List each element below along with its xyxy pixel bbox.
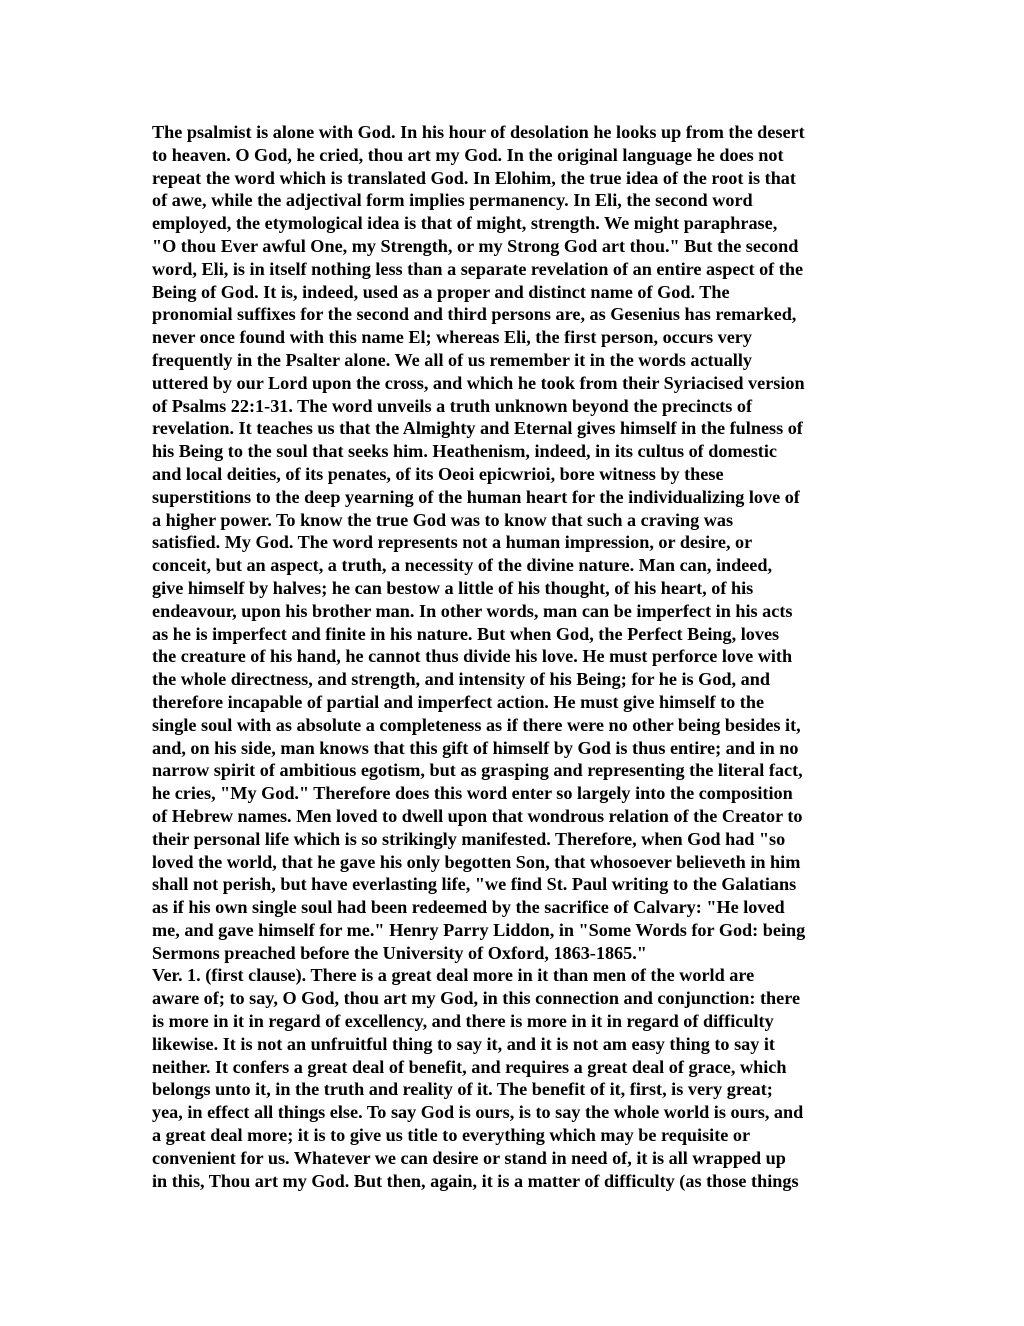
- text-line: convenient for us. Whatever we can desire or stand in need of, it is all wrapped up: [152, 1147, 786, 1168]
- text-line: as if his own single soul had been redeemed by the sacrifice of Calvary: "He loved: [152, 897, 785, 918]
- text-line: as he is imperfect and finite in his nature. But when God, the Perfect Being, loves: [152, 623, 780, 644]
- text-line: belongs unto it, in the truth and reality of it. The benefit of it, first, is very great;: [152, 1079, 773, 1100]
- text-line: satisfied. My God. The word represents not a human impression, or desire, or: [152, 532, 753, 553]
- text-line: "O thou Ever awful One, my Strength, or my Strong God art thou." But the second: [152, 235, 799, 256]
- text-line: neither. It confers a great deal of benefit, and requires a great deal of grace, which: [152, 1056, 787, 1077]
- text-line: me, and gave himself for me." Henry Parry Liddon, in "Some Words for God: being: [152, 919, 806, 940]
- text-line: yea, in effect all things else. To say God is ours, is to say the whole world is ours, and: [152, 1102, 804, 1123]
- text-line: pronomial suffixes for the second and third persons are, as Gesenius has remarked,: [152, 304, 797, 325]
- text-line: superstitions to the deep yearning of the human heart for the individualizing love of: [152, 486, 800, 507]
- text-line: loved the world, that he gave his only begotten Son, that whosoever believeth in him: [152, 851, 801, 872]
- text-line: aware of; to say, O God, thou art my God, in this connection and conjunction: there: [152, 988, 801, 1009]
- text-line: to heaven. O God, he cried, thou art my God. In the original language he does not: [152, 144, 784, 165]
- text-line: Ver. 1. (first clause). There is a great deal more in it than men of the world are: [152, 965, 755, 986]
- text-line: therefore incapable of partial and imperfect action. He must give himself to the: [152, 691, 765, 712]
- text-line: of Hebrew names. Men loved to dwell upon that wondrous relation of the Creator to: [152, 805, 803, 826]
- text-line: shall not perish, but have everlasting life, "we find St. Paul writing to the Galatians: [152, 874, 797, 895]
- text-line: and, on his side, man knows that this gift of himself by God is thus entire; and in no: [152, 737, 799, 758]
- text-line: employed, the etymological idea is that of might, strength. We might paraphrase,: [152, 213, 778, 234]
- text-line: Sermons preached before the University of Oxford, 1863-1865.": [152, 942, 647, 963]
- text-line: a great deal more; it is to give us title to everything which may be requisite or: [152, 1125, 751, 1146]
- text-line: in this, Thou art my God. But then, again, it is a matter of difficulty (as those things: [152, 1170, 799, 1191]
- text-line: repeat the word which is translated God. In Elohim, the true idea of the root is that: [152, 167, 796, 188]
- text-line: and local deities, of its penates, of its Oeoi epicwrioi, bore witness by these: [152, 463, 724, 484]
- text-line: he cries, "My God." Therefore does this word enter so largely into the composition: [152, 783, 793, 804]
- text-line: the whole directness, and strength, and intensity of his Being; for he is God, and: [152, 669, 770, 690]
- text-line: frequently in the Psalter alone. We all of us remember it in the words actually: [152, 349, 752, 370]
- text-line: Being of God. It is, indeed, used as a proper and distinct name of God. The: [152, 281, 730, 302]
- text-line: of awe, while the adjectival form implies permanency. In Eli, the second word: [152, 190, 753, 211]
- text-line: conceit, but an aspect, a truth, a necessity of the divine nature. Man can, indeed,: [152, 555, 773, 576]
- text-line: never once found with this name El; whereas Eli, the first person, occurs very: [152, 327, 752, 348]
- text-line: their personal life which is so strikingly manifested. Therefore, when God had "so: [152, 828, 786, 849]
- text-line: endeavour, upon his brother man. In other words, man can be imperfect in his acts: [152, 600, 793, 621]
- text-line: likewise. It is not an unfruitful thing to say it, and it is not am easy thing to say it: [152, 1033, 775, 1054]
- text-line: word, Eli, is in itself nothing less than a separate revelation of an entire aspect of the: [152, 258, 804, 279]
- text-line: a higher power. To know the true God was to know that such a craving was: [152, 509, 734, 530]
- text-line: revelation. It teaches us that the Almighty and Eternal gives himself in the fulness of: [152, 418, 803, 439]
- text-line: his Being to the soul that seeks him. Heathenism, indeed, in its cultus of domestic: [152, 441, 777, 462]
- body-text: [152, 121, 892, 1192]
- text-line: uttered by our Lord upon the cross, and which he took from their Syriacised version: [152, 372, 805, 393]
- text-line: narrow spirit of ambitious egotism, but as grasping and representing the literal fact,: [152, 760, 803, 781]
- text-line: give himself by halves; he can bestow a little of his thought, of his heart, of his: [152, 577, 754, 598]
- text-line: The psalmist is alone with God. In his hour of desolation he looks up from the desert: [152, 122, 805, 142]
- text-line: the creature of his hand, he cannot thus divide his love. He must perforce love with: [152, 646, 793, 667]
- text-line: of Psalms 22:1-31. The word unveils a truth unknown beyond the precincts of: [152, 395, 753, 416]
- text-line: is more in it in regard of excellency, and there is more in it in regard of difficulty: [152, 1011, 774, 1032]
- text-line: single soul with as absolute a completeness as if there were no other being besides it,: [152, 714, 801, 735]
